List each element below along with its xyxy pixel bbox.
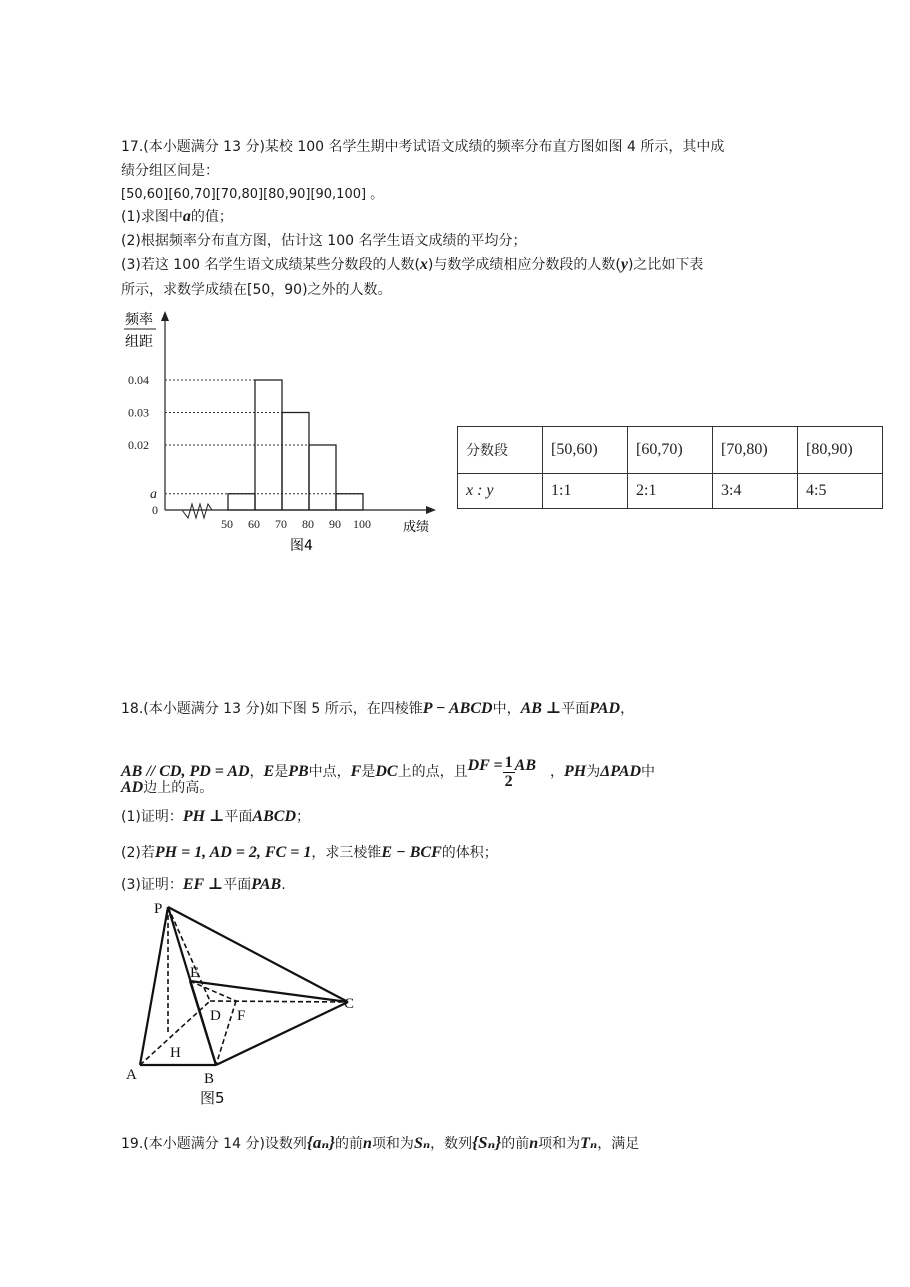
table-cell: 1:1	[543, 474, 628, 509]
q18-text: ；	[296, 809, 310, 825]
label-c: C	[344, 996, 355, 1012]
label-b: B	[204, 1071, 215, 1087]
y-axis-label-bottom: 组距	[125, 334, 153, 350]
math-pad: PAD	[589, 700, 621, 717]
math-parallel: AB // CD, PD = AD	[121, 763, 250, 780]
histogram-bar	[309, 445, 336, 510]
q17-part3-post: )之比如下表	[627, 257, 704, 273]
q17-part1	[121, 208, 233, 226]
table-cell: 分数段	[458, 427, 543, 474]
math-given-values: PH = 1, AD = 2, FC = 1	[154, 844, 312, 861]
q19-text: 的前	[501, 1136, 530, 1152]
math-seq-a: {aₙ}	[306, 1133, 336, 1152]
y-axis-label-top: 频率	[125, 312, 153, 328]
q18-text: 平面	[224, 809, 253, 825]
q18-text: (2)若	[121, 845, 155, 861]
q18-text: ，	[249, 764, 264, 780]
q19-text: 项和为	[371, 1136, 414, 1152]
ratio-table	[457, 426, 883, 509]
q18-text: 平面	[223, 877, 252, 893]
q18-text: 中	[641, 764, 656, 780]
y-tick-label: 0.03	[128, 405, 149, 420]
q19-text: ，数列	[430, 1136, 473, 1152]
x-tick-label: 90	[329, 517, 341, 531]
q18-text: 中点，	[308, 764, 351, 780]
y-tick-label: a	[150, 486, 157, 502]
math-ph-perp: PH ⊥	[182, 808, 225, 825]
math-ef-perp: EF ⊥	[182, 876, 224, 893]
q17-line2: 绩分组区间是：	[121, 163, 219, 179]
histogram-bar	[336, 494, 363, 510]
q17-part3-mid: )与数学成绩相应分数段的人数(	[427, 257, 621, 273]
math-ab: AB	[514, 757, 536, 774]
x-tick-label: 60	[248, 517, 260, 531]
x-axis-arrow	[426, 506, 436, 514]
q18-text: (1)证明：	[121, 809, 183, 825]
q19-line1	[121, 1134, 639, 1153]
histogram-figure-4	[110, 305, 450, 560]
x-tick-label: 50	[221, 517, 233, 531]
table-cell: [70,80)	[713, 427, 798, 474]
edge-dc-hidden	[210, 1001, 348, 1002]
math-e-bcf: E − BCF	[381, 844, 442, 861]
q18-line3	[121, 779, 213, 797]
q18-text: 是	[361, 764, 376, 780]
table-cell: [60,70)	[628, 427, 713, 474]
x-axis-label: 成绩	[403, 520, 430, 535]
math-ph: PH	[563, 763, 587, 780]
q18-text: ，	[620, 701, 635, 717]
q19-text: 19.(本小题满分 14 分)设数列	[121, 1136, 307, 1152]
q18-text: .	[281, 877, 286, 893]
label-d: D	[210, 1008, 221, 1024]
q17-intervals: [50,60][60,70][70,80][80,90][90,100] 。	[121, 187, 384, 202]
edge-bc	[216, 1002, 348, 1065]
q19-text: ，满足	[597, 1136, 640, 1152]
label-e: E	[190, 965, 200, 981]
q18-text: 中，	[492, 701, 521, 717]
histogram-bar	[282, 413, 309, 511]
math-f: F	[350, 763, 362, 780]
q18-text: 平面	[561, 701, 590, 717]
q18-line1	[121, 700, 634, 718]
math-triangle-pad: ΔPAD	[600, 763, 642, 780]
x-tick-label: 100	[353, 517, 371, 531]
q17-line1: 17.(本小题满分 13 分)某校 100 名学生期中考试语文成绩的频率分布直方图如图 4 所示，其中成	[121, 139, 725, 155]
fraction-half	[503, 754, 515, 791]
x-tick-label: 70	[275, 517, 287, 531]
math-ab-perp: AB ⊥	[520, 700, 562, 717]
math-ad: AD	[121, 779, 144, 796]
table-cell: 4:5	[798, 474, 883, 509]
math-seq-s: {Sₙ}	[472, 1133, 502, 1152]
q18-line1-pre: 18.(本小题满分 13 分)如下图 5 所示，在四棱锥	[121, 701, 423, 717]
q19-text: 的前	[335, 1136, 364, 1152]
q18-text: 上的点，且	[397, 764, 468, 780]
y-tick-label: 0.02	[128, 438, 149, 452]
q18-text: 的体积；	[441, 845, 498, 861]
q18-text: ，求三棱锥	[311, 845, 382, 861]
label-h: H	[170, 1045, 181, 1061]
q18-text: ，	[549, 764, 564, 780]
var-x: x	[419, 256, 428, 273]
var-a: a	[182, 208, 191, 225]
q17-part3-line2: 所示，求数学成绩在[50，90)之外的人数。	[121, 282, 392, 298]
math-abcd: ABCD	[252, 808, 296, 825]
q18-part3	[121, 876, 286, 894]
x-tick-label: 80	[302, 517, 314, 531]
figure-caption: 图5	[200, 1089, 225, 1107]
edge-pc	[168, 907, 348, 1002]
label-f: F	[237, 1008, 246, 1024]
table-cell: x : y	[458, 474, 543, 509]
y-tick-label: 0	[152, 503, 158, 517]
y-tick-label: 0.04	[128, 373, 149, 387]
axis-break-zigzag	[182, 504, 212, 518]
var-y: y	[620, 256, 628, 273]
math-pyramid: P − ABCD	[422, 700, 493, 717]
q18-part2	[121, 844, 498, 862]
math-n: n	[529, 1135, 539, 1152]
q17-part2: (2)根据频率分布直方图，估计这 100 名学生语文成绩的平均分；	[121, 233, 527, 249]
math-e: E	[263, 763, 275, 780]
histogram-bar	[228, 494, 255, 510]
table-cell: [80,90)	[798, 427, 883, 474]
q18-text: 边上的高。	[143, 780, 214, 796]
label-a: A	[126, 1067, 137, 1083]
math-dc: DC	[375, 763, 398, 780]
pyramid-figure-5	[118, 897, 368, 1112]
math-tn: Tₙ	[580, 1135, 598, 1152]
fraction-denominator: 2	[504, 772, 513, 790]
q18-text: 为	[586, 764, 601, 780]
q18-text: 是	[274, 764, 289, 780]
math-pab: PAB	[251, 876, 282, 893]
ratio-table-header	[458, 427, 883, 474]
q18-part1	[121, 808, 310, 826]
ratio-table-row	[458, 474, 883, 509]
math-df: DF =	[467, 757, 503, 774]
q17-part3-pre: (3)若这 100 名学生语文成绩某些分数段的人数(	[121, 257, 420, 273]
q18-text: (3)证明：	[121, 877, 183, 893]
q19-text: 项和为	[538, 1136, 581, 1152]
q17-part1-post: 的值；	[190, 209, 233, 225]
math-pb: PB	[288, 763, 309, 780]
edge-pd-hidden	[168, 907, 210, 1001]
q17-part3	[121, 256, 703, 274]
edge-pa	[140, 907, 168, 1065]
label-p: P	[154, 901, 163, 917]
fraction-numerator: 1	[504, 753, 513, 771]
table-cell: 2:1	[628, 474, 713, 509]
table-cell: [50,60)	[543, 427, 628, 474]
math-n: n	[363, 1135, 372, 1152]
math-sn: Sₙ	[413, 1135, 431, 1152]
y-axis-arrow	[161, 311, 169, 321]
q17-part1-pre: (1)求图中	[121, 209, 183, 225]
table-cell: 3:4	[713, 474, 798, 509]
figure-caption: 图4	[290, 538, 313, 554]
